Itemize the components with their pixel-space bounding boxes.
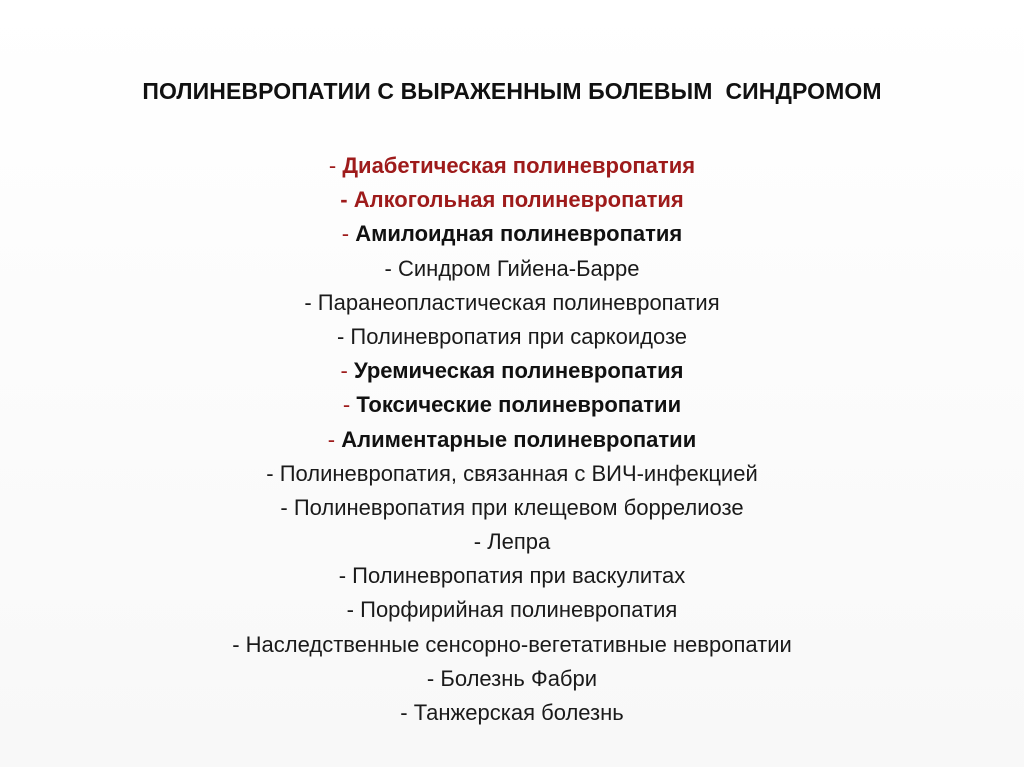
list-item: [0, 388, 1024, 422]
list-item-label: Болезнь Фабри: [440, 665, 598, 691]
list-item-label: Диабетическая полиневропатия: [342, 153, 696, 178]
list-item: [0, 491, 1024, 525]
list-dash: -: [340, 358, 354, 384]
list-item-label: Синдром Гийена-Барре: [398, 255, 640, 281]
list-item-label: Полиневропатия при клещевом боррелиозе: [293, 494, 744, 520]
list-item: [0, 696, 1024, 730]
list-dash: -: [473, 529, 488, 555]
list-item-label: Порфирийная полиневропатия: [360, 597, 678, 623]
list-item: [0, 662, 1024, 696]
list-item: [0, 525, 1024, 559]
list-dash: -: [340, 187, 354, 213]
list-item: [0, 457, 1024, 491]
list-item-label: Лепра: [487, 529, 551, 555]
list-item-label: Наследственные сенсорно-вегетативные невропатии: [245, 631, 792, 657]
list-item: [0, 628, 1024, 662]
slide-title: ПОЛИНЕВРОПАТИИ С ВЫРАЖЕННЫМ БОЛЕВЫМ СИНДРОМОМ: [142, 78, 882, 104]
list-dash: -: [280, 494, 294, 520]
list-dash: -: [232, 631, 246, 657]
list-item-label: Танжерская болезнь: [413, 700, 624, 725]
list-item-label: Амилоидная полиневропатия: [355, 221, 683, 247]
list-item: [0, 252, 1024, 286]
list-item: [0, 559, 1024, 593]
list-item-label: Алиментарные полиневропатии: [341, 426, 697, 452]
list-item: [0, 423, 1024, 457]
list-item-label: Полиневропатия при васкулитах: [352, 563, 686, 589]
list-dash: -: [327, 426, 342, 452]
list-dash: -: [346, 597, 361, 623]
list-dash: -: [384, 255, 398, 281]
list-item-label: Токсические полиневропатии: [356, 392, 682, 418]
list-item: [0, 320, 1024, 354]
list-item: [0, 354, 1024, 388]
list-item: [0, 593, 1024, 627]
list-dash: -: [400, 700, 414, 725]
list-dash: -: [266, 460, 280, 486]
list-item: [0, 286, 1024, 320]
list-dash: -: [341, 221, 356, 247]
list-dash: -: [338, 563, 353, 589]
list-item-label: Алкогольная полиневропатия: [353, 187, 684, 213]
list-item-label: Уремическая полиневропатия: [354, 358, 684, 384]
polyneuropathy-list: [0, 149, 1024, 730]
list-item-label: Паранеопластическая полиневропатия: [317, 289, 720, 315]
list-item: [0, 217, 1024, 251]
list-dash: -: [304, 289, 318, 315]
list-dash: -: [328, 153, 343, 178]
list-item-label: Полиневропатия при саркоидозе: [350, 323, 688, 349]
list-dash: -: [426, 665, 441, 691]
list-dash: -: [336, 323, 351, 349]
list-item-label: Полиневропатия, связанная с ВИЧ-инфекцией: [279, 460, 758, 486]
list-item: [0, 183, 1024, 217]
list-item: [0, 149, 1024, 183]
list-dash: -: [342, 392, 357, 418]
